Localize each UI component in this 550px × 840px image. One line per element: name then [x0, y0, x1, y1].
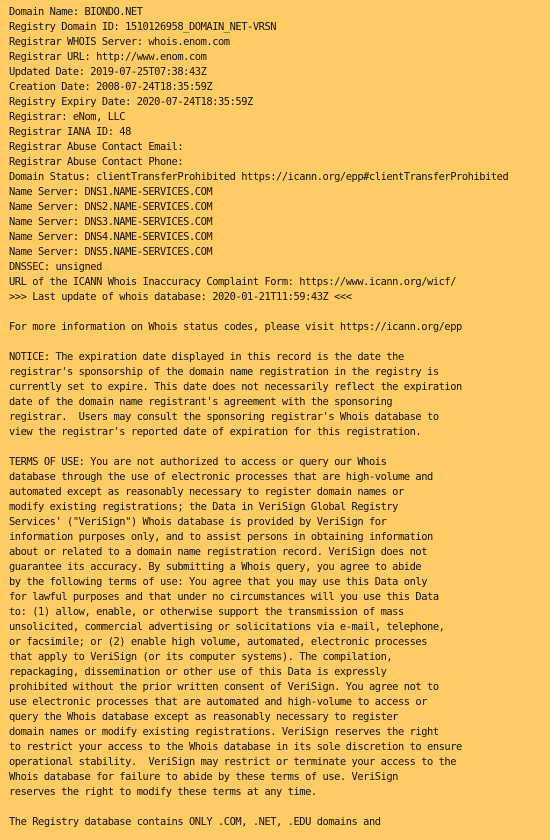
whois-line: DNSSEC: unsigned — [9, 261, 102, 273]
whois-line: registrar's sponsorship of the domain name registration in the registry is — [9, 366, 439, 378]
whois-line: Registrar Abuse Contact Phone: — [9, 156, 184, 168]
whois-line: TERMS OF USE: You are not authorized to access or query our Whois — [9, 456, 387, 468]
whois-line: Name Server: DNS5.NAME-SERVICES.COM — [9, 246, 213, 258]
whois-line: or facsimile; or (2) enable high volume, automated, electronic processes — [9, 636, 428, 648]
whois-line: Whois database for failure to abide by these terms of use. VeriSign — [9, 771, 398, 783]
blank-line — [9, 335, 545, 350]
whois-line: registrar. Users may consult the sponsoring registrar's Whois database to — [9, 411, 439, 423]
whois-line: guarantee its accuracy. By submitting a Whois query, you agree to abide — [9, 561, 422, 573]
whois-line: Domain Status: clientTransferProhibited https://icann.org/epp#clientTransferProhibited — [9, 171, 509, 183]
whois-line: to restrict your access to the Whois database in its sole discretion to ensure — [9, 741, 462, 753]
whois-line: Name Server: DNS4.NAME-SERVICES.COM — [9, 231, 213, 243]
whois-line: NOTICE: The expiration date displayed in this record is the date the — [9, 351, 404, 363]
whois-line: Name Server: DNS1.NAME-SERVICES.COM — [9, 186, 213, 198]
whois-line: reserves the right to modify these terms at any time. — [9, 786, 317, 798]
whois-line: Updated Date: 2019-07-25T07:38:43Z — [9, 66, 207, 78]
whois-line: Registrar WHOIS Server: whois.enom.com — [9, 36, 230, 48]
whois-record-text — [9, 5, 545, 830]
whois-line: Registrar IANA ID: 48 — [9, 126, 131, 138]
whois-line: repackaging, dissemination or other use of this Data is expressly — [9, 666, 387, 678]
whois-line: view the registrar's reported date of expiration for this registration. — [9, 426, 422, 438]
blank-line — [9, 800, 545, 815]
whois-line: database through the use of electronic processes that are high-volume and — [9, 471, 433, 483]
whois-line: >>> Last update of whois database: 2020-01-21T11:59:43Z <<< — [9, 291, 352, 303]
whois-line: Registrar URL: http://www.enom.com — [9, 51, 207, 63]
whois-line: to: (1) allow, enable, or otherwise support the transmission of mass — [9, 606, 404, 618]
whois-line: Registrar: eNom, LLC — [9, 111, 126, 123]
whois-line: operational stability. VeriSign may restrict or terminate your access to the — [9, 756, 457, 768]
whois-line: about or related to a domain name registration record. VeriSign does not — [9, 546, 428, 558]
whois-line: domain names or modify existing registrations. VeriSign reserves the right — [9, 726, 439, 738]
whois-line: For more information on Whois status codes, please visit https://icann.org/epp — [9, 321, 462, 333]
whois-line: Services' ("VeriSign") Whois database is provided by VeriSign for — [9, 516, 387, 528]
whois-line: modify existing registrations; the Data in VeriSign Global Registry — [9, 501, 398, 513]
blank-line — [9, 440, 545, 455]
whois-line: that apply to VeriSign (or its computer systems). The compilation, — [9, 651, 393, 663]
whois-line: Name Server: DNS3.NAME-SERVICES.COM — [9, 216, 213, 228]
whois-line: use electronic processes that are automated and high-volume to access or — [9, 696, 428, 708]
whois-line: by the following terms of use: You agree that you may use this Data only — [9, 576, 428, 588]
whois-line: query the Whois database except as reasonably necessary to register — [9, 711, 398, 723]
whois-line: currently set to expire. This date does not necessarily reflect the expiration — [9, 381, 462, 393]
whois-line: Registry Domain ID: 1510126958_DOMAIN_NET-VRSN — [9, 21, 277, 33]
whois-line: Registry Expiry Date: 2020-07-24T18:35:59Z — [9, 96, 253, 108]
whois-line: Name Server: DNS2.NAME-SERVICES.COM — [9, 201, 213, 213]
whois-line: Creation Date: 2008-07-24T18:35:59Z — [9, 81, 213, 93]
whois-line: Registrar Abuse Contact Email: — [9, 141, 184, 153]
whois-line: for lawful purposes and that under no circumstances will you use this Data — [9, 591, 439, 603]
whois-line: automated except as reasonably necessary to register domain names or — [9, 486, 404, 498]
whois-line: unsolicited, commercial advertising or solicitations via e-mail, telephone, — [9, 621, 445, 633]
whois-line: information purposes only, and to assist persons in obtaining information — [9, 531, 433, 543]
whois-line: date of the domain name registrant's agreement with the sponsoring — [9, 396, 393, 408]
whois-line: Domain Name: BIONDO.NET — [9, 6, 143, 18]
whois-line: prohibited without the prior written consent of VeriSign. You agree not to — [9, 681, 439, 693]
blank-line — [9, 305, 545, 320]
whois-line: URL of the ICANN Whois Inaccuracy Complaint Form: https://www.icann.org/wicf/ — [9, 276, 457, 288]
whois-line: The Registry database contains ONLY .COM, .NET, .EDU domains and — [9, 816, 381, 828]
